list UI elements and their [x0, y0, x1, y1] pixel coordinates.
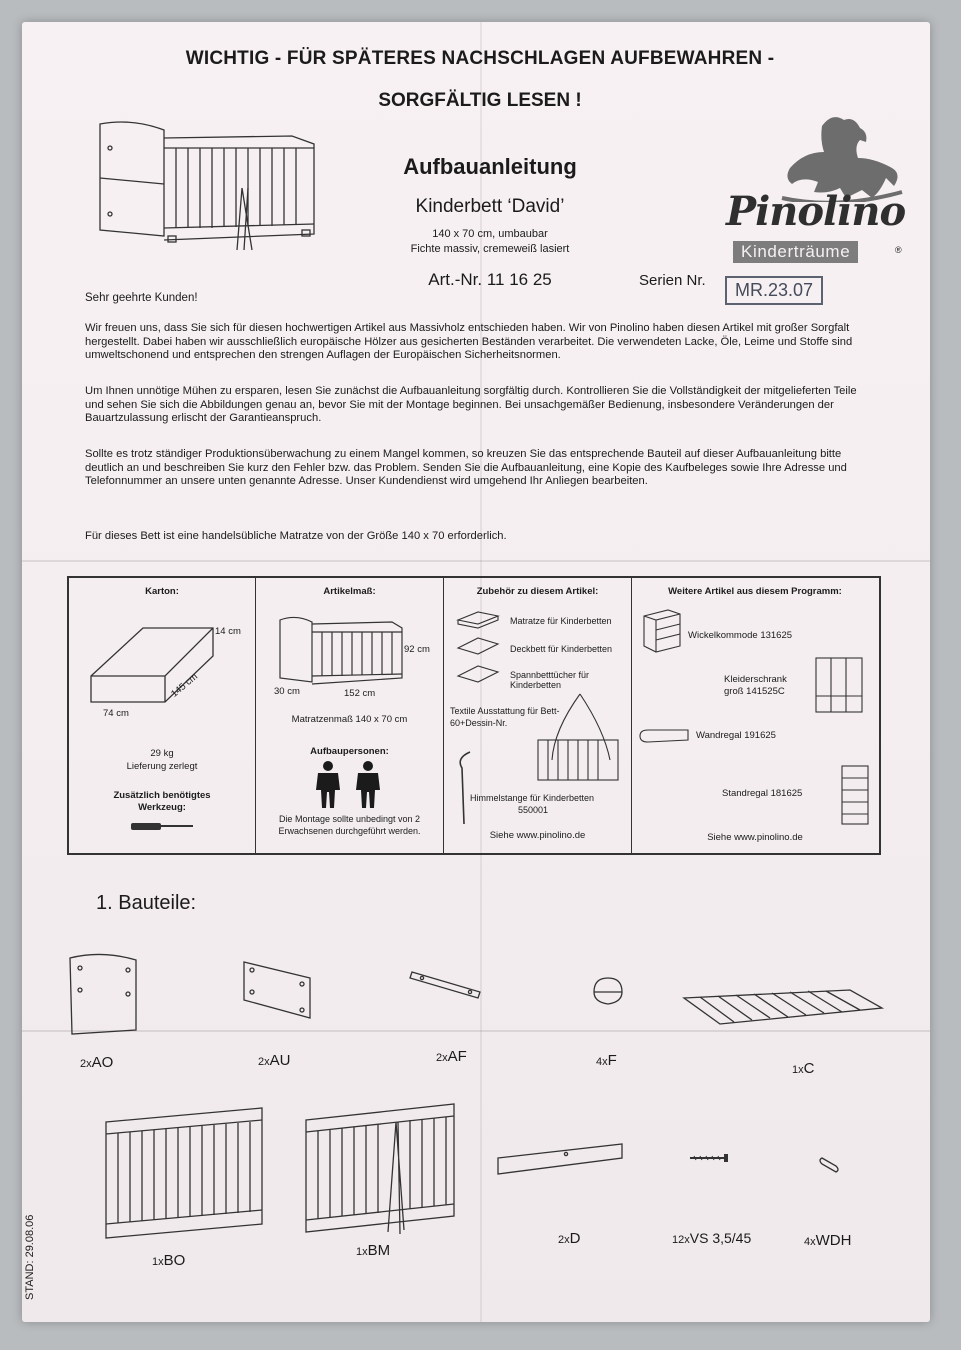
- part-label-c: 1xC: [792, 1060, 815, 1077]
- parts-section-title: 1. Bauteile:: [96, 892, 197, 914]
- canopy-rod-number: 550001: [518, 805, 549, 815]
- serial-label: Serien Nr.: [639, 272, 706, 289]
- header-warning-line1: WICHTIG - FÜR SPÄTERES NACHSCHLAGEN AUFBEWAHREN -: [185, 48, 775, 69]
- article-wardrobe: Kleiderschrank: [724, 674, 787, 685]
- registered-mark: ®: [895, 245, 902, 255]
- article-wardrobe-number: groß 141525C: [724, 686, 785, 697]
- brand-tagline: Kinderträume: [733, 241, 858, 263]
- part-label-wdh: 4xWDH: [804, 1232, 852, 1249]
- document-date: STAND: 29.08.06: [24, 1214, 36, 1300]
- accessories-heading: Zubehör zu diesem Artikel:: [476, 586, 599, 597]
- more-articles-heading: Weitere Artikel aus diesem Programm:: [668, 586, 842, 597]
- karton-heading: Karton:: [145, 586, 179, 597]
- mattress-note: Für dieses Bett ist eine handelsübliche Matratze von der Größe 140 x 70 erforderlich.: [85, 530, 507, 542]
- two-persons-icon: [310, 760, 390, 810]
- mattress-size: Matratzenmaß 140 x 70 cm: [291, 714, 408, 725]
- persons-heading: Aufbaupersonen:: [310, 746, 389, 757]
- canopy-rod-icon: [452, 748, 476, 828]
- part-label-af: 2xAF: [436, 1048, 467, 1065]
- part-wdh-dowel-icon: [816, 1152, 844, 1174]
- article-changing-table: Wickelkommode 131625: [688, 630, 793, 641]
- part-label-vs: 12xVS 3,5/45: [672, 1230, 752, 1246]
- accessories-column: [444, 578, 632, 853]
- document-title: Aufbauanleitung: [403, 154, 577, 179]
- article-number: Art.-Nr. 11 16 25: [428, 270, 552, 289]
- intro-paragraph: Wir freuen uns, dass Sie sich für diesen hochwertigen Artikel aus Massivholz entschieden haben. Wir von Pinolino haben diesen Artikel mit großer Sorgfalt hergestellt. Dabei haben wir ausschließlich europäische Hölzer aus gesicherten Beständen verarbeitet. Die verwendeten Lacke, Öle, Leime und Stoffe sind umweltschonend und entsprechen den strengen Auflagen der Europäischen Sicherheitsnormen.: [85, 322, 853, 362]
- screwdriver-icon: [129, 818, 199, 834]
- product-name: Kinderbett ‘David’: [415, 196, 565, 217]
- article-wall-shelf: Wandregal 191625: [696, 730, 776, 741]
- tools-heading-2: Werkzeug:: [138, 802, 186, 813]
- header-warning-line2: SORGFÄLTIG LESEN !: [378, 90, 582, 111]
- complaint-paragraph: Sollte es trotz ständiger Produktionsüberwachung zu einem Mangel kommen, so kreuzen Sie das entsprechende Bauteil auf dieser Aufbauanleitung bitte deutlich an und beschreiben Sie kurz den Fehler bzw. das Problem. Senden Sie die Aufbauanleitung, eine Kopie des Kaufbeleges sowie Ihre Adresse und Telefonnummer an unsere unten genannte Adresse. Unser Kundendienst wird umgehend Ihr Anliegen bearbeiten.: [85, 448, 847, 488]
- article-depth: 30 cm: [274, 686, 300, 697]
- karton-width: 74 cm: [103, 708, 129, 719]
- serial-stamp: MR.23.07: [725, 276, 823, 305]
- changing-table-icon: [640, 606, 684, 656]
- accessories-link[interactable]: Siehe www.pinolino.de: [489, 830, 586, 841]
- karton-height: 14 cm: [215, 626, 241, 637]
- more-articles-link[interactable]: Siehe www.pinolino.de: [707, 832, 803, 843]
- part-vs-screw-icon: [686, 1150, 732, 1168]
- textile-line-1: Textile Ausstattung für Bett-: [450, 706, 560, 716]
- crib-illustration: [92, 118, 322, 258]
- wardrobe-icon: [812, 652, 868, 716]
- tools-heading: Zusätzlich benötigtes: [113, 790, 211, 801]
- part-d-icon: [494, 1140, 628, 1180]
- artikelmass-column: [256, 578, 444, 853]
- part-bo-icon: [100, 1104, 268, 1242]
- karton-column: [69, 578, 256, 853]
- more-articles-column: [632, 578, 878, 853]
- accessory-sheets: Spannbetttücher für Kinderbetten: [510, 670, 590, 690]
- article-standing-shelf: Standregal 181625: [722, 788, 803, 799]
- part-label-f: 4xF: [596, 1052, 617, 1069]
- crib-dimension-icon: [276, 612, 406, 692]
- part-label-au: 2xAU: [258, 1052, 291, 1069]
- accessory-duvet: Deckbett für Kinderbetten: [510, 644, 613, 654]
- article-length: 152 cm: [344, 688, 376, 699]
- part-label-bo: 1xBO: [152, 1252, 186, 1269]
- karton-delivery: Lieferung zerlegt: [126, 761, 198, 772]
- assembly-note-1: Die Montage sollte unbedingt von 2: [278, 814, 421, 824]
- part-c-slatted-frame-icon: [680, 988, 886, 1034]
- karton-weight: 29 kg: [150, 748, 174, 759]
- wall-shelf-icon: [638, 726, 694, 748]
- assembly-note-2: Erwachsenen durchgeführt werden.: [278, 826, 421, 836]
- product-size: 140 x 70 cm, umbaubar: [432, 228, 548, 240]
- part-f-icon: [588, 972, 632, 1012]
- artikelmass-heading: Artikelmaß:: [323, 586, 376, 597]
- reading-paragraph: Um Ihnen unnötige Mühen zu ersparen, lesen Sie zunächst die Aufbauanleitung sorgfältig durch. Kontrollieren Sie die Vollständigkeit der mitgelieferten Teile und sehen Sie sich die Abbildungen genau an, bevor Sie mit der Montage beginnen. Bei unsachgemäßer Bedienung, insbesondere Veränderungen der Bauartzulassung erlischt der Garantieanspruch.: [85, 385, 857, 425]
- canopy-rod-label: Himmelstange für Kinderbetten: [470, 793, 595, 803]
- textile-line-2: 60+Dessin-Nr.: [450, 718, 508, 728]
- part-bm-icon: [300, 1098, 460, 1238]
- bedding-icons: [454, 606, 504, 686]
- product-material: Fichte massiv, cremeweiß lasiert: [410, 243, 570, 255]
- canopy-crib-icon: [524, 690, 624, 790]
- greeting: Sehr geehrte Kunden!: [85, 292, 198, 304]
- part-label-d: 2xD: [558, 1230, 581, 1247]
- article-height: 92 cm: [404, 644, 430, 655]
- standing-shelf-icon: [838, 764, 872, 828]
- part-af-icon: [408, 966, 488, 1006]
- part-label-bm: 1xBM: [356, 1242, 391, 1259]
- accessory-mattress: Matratze für Kinderbetten: [510, 616, 612, 626]
- part-label-ao: 2xAO: [80, 1054, 114, 1071]
- part-ao-icon: [66, 950, 146, 1040]
- paper-fold: [22, 560, 930, 562]
- brand-logo-text: Pinolino: [726, 188, 906, 235]
- part-au-icon: [240, 958, 320, 1024]
- karton-length: 145 cm: [169, 671, 201, 700]
- spec-table: [67, 576, 881, 855]
